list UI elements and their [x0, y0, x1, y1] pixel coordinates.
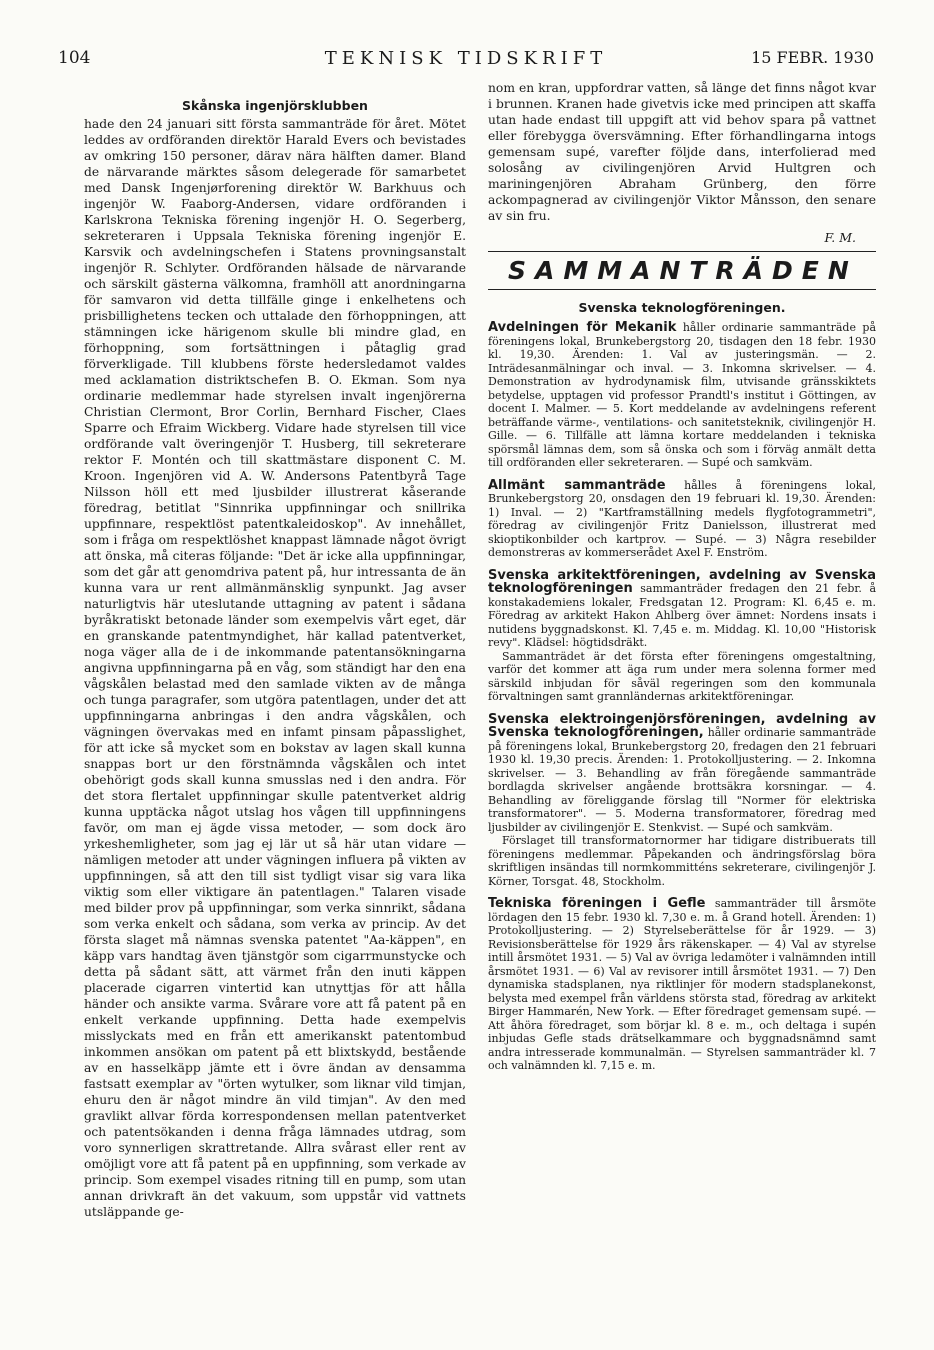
- notice-extra: Förslaget till transformatornormer har tidigare distribuerats till föreningens medlemmar. Påpekanden och ändringsförslag böra skriftligen insändas till normkommitténs sekreterare, civilingenjör J. Körner, Torsgat. 48, Stockholm.: [488, 834, 876, 888]
- right-column: [488, 80, 876, 1240]
- page-number: 104: [58, 48, 91, 68]
- notice-body: hålles å föreningens lokal, Brunkebergstorg 20, onsdagen den 19 februari kl. 19,30. Ärenden: 1) Inval. — 2) "Kartframställning medels flygfotogrammetri", föredrag av civilingenjör Fritz Danielsson, illustrerat med skioptikonbilder och kartprov. — Supé. — 3) Några resebilder demonstreras av kommerserådet Axel F. Enström.: [488, 478, 876, 559]
- notice-body: sammanträder till årsmöte lördagen den 15 febr. 1930 kl. 7,30 e. m. å Grand hotell. Ärenden: 1) Protokolljustering. — 2) Styrelseberättelse för år 1929. — 3) Revisionsberättelse för 1929 års räkenskaper. — 4) Val av styrelse intill årsmötet 1931. — 5) Val av övriga ledamöter i valnämnden intill årsmötet 1931. — 6) Val av revisorer intill årsmötet 1931. — 7) Den dynamiska stadsplanen, nya riktlinjer för modern stadsplanekonst, belysta med exempel från världens största stad, föredrag av arkitekt Birger Hammarén, New York. — Efter föredraget gemensam supé. — Att åhöra föredraget, som börjar kl. 8 e. m., och deltaga i supén inbjudas Gefle stads drätselkammare och byggnadsnämnd samt andra intresserade kommunalmän. — Styrelsen sammanträder kl. 7 och valnämnden kl. 7,15 e. m.: [488, 897, 876, 1072]
- left-column: [84, 98, 466, 1260]
- notice-body: håller ordinarie sammanträde på föreningens lokal, Brunkebergstorg 20, tisdagen den 18 febr. 1930 kl. 19,30. Ärenden: 1. Val av justeringsmän. — 2. Inträdesanmälningar och inval. — 3. Inkomna skrivelser. — 4. Demonstration av hydrodynamisk film, utvisande gränsskiktets betydelse, upptagen vid professor Prandtl's institut i Göttingen, av docent I. Malmer. — 5. Kort meddelande av avdelningens referent beträffande värme-, ventilations- och sanitetsteknik, civilingenjör H. Gille. — 6. Tillfälle att lämna kortare meddelanden i tekniska spörsmål lämnas dem, som så önska och som i förväg anmält detta till ordföranden eller sekreteraren. — Supé och samkväm.: [488, 321, 876, 469]
- notice-heading: Svenska elektroingenjörsföreningen, avdelning av Svenska teknologföreningen,: [488, 711, 876, 740]
- section-heading: Skånska ingenjörsklubben: [182, 98, 368, 113]
- section-banner: SAMMANTRÄDEN: [508, 256, 858, 285]
- bottom-rule: [488, 289, 876, 290]
- article-continuation: nom en kran, uppfordrar vatten, så länge det finns något kvar i brunnen. Kranen hade givetvis icke med principen att skaffa utan hade endast till uppgift att vid behov spara på vattnet eller förebygga översvämning. Efter förhandlingarna intogs gemensam supé, varefter följde dans, interfolierad med solosång av civilingenjören Arvid Hultgren och mariningenjören Abraham Grünberg, den förre ackompagnerad av civilingenjör Viktor Månsson, den senare av sin fru.: [488, 81, 876, 223]
- journal-title: TEKNISK TIDSKRIFT: [324, 48, 608, 69]
- article-body: hade den 24 januari sitt första sammanträde för året. Mötet leddes av ordföranden direktör Harald Evers och bevistades av omkring 150 personer, därav nära hälften damer. Bland de närvarande märktes såsom delegerade för samarbetet med Dansk Ingenjørforening direktör W. Barkhuus och ingenjör W. Faaborg-Andersen, vidare ordföranden i Karlskrona Tekniska förening ingenjör H. O. Segerberg, sekreteraren i Uppsala Tekniska förening ingenjör E. Karsvik och avdelningschefen i Statens provningsanstalt ingenjör R. Schlyter. Ordföranden hälsade de närvarande och särskilt gästerna välkomna, framhöll att anordningarna för samvaron vid detta tillfälle ginge i enkelhetens och prisbillighetens tecken och uttalade den förhoppningen, att stämningen icke härigenom skulle bli mindre glad, en förhoppning, som fortsättningen i påtaglig grad förverkligade. Till klubbens förste hedersledamot valdes med acklamation distriktschefen B. O. Ekman. Som nya ordinarie medlemmar hade styrelsen invalt ingenjörerna Christian Clermont, Bror Corlin, Bernhard Fischer, Claes Sparre och Efraim Wickberg. Vidare hade styrelsen till vice ordförande valt överingenjör T. Husberg, till sekreterare rektor F. Montén och till skattmästare disponent C. M. Kroon. Ingenjören vid A. W. Andersons Patentbyrå Tage Nilsson höll ett med ljusbilder illustrerat kåserande föredrag, betitlat "Sinnrika uppfinningar och snillrika uppfinnare, respektlöst patentkaleidoskop". Av innehållet, som i fråga om respektlöshet knappast lämnade något övrigt att önska, må citeras följande: "Det är icke alla uppfinningar, som det går att genomdriva patent på, hur intressanta de än kunna vara ur rent allmänmänsklig synpunkt. Jag avser naturligtvis här uteslutande uttagning av patent i sådana byråkratiskt betonade länder som exempelvis vårt eget, där en granskande patentmyndighet, här kallad patentverket, noga väger alla de i de inkommande patentansökningarna angivna uppfinningarna på en våg, som ständigt har den ena vågskålen belastad med den samlade vikten av de många och tunga paragrafer, som utgöra patentlagen, under det att uppfinningarna anbringas i den andra vågskålen, och vägningen övervakas med en infamt pinsam påpasslighet, för att icke så mycket som en bokstav av lagen skall kunna snappas bort ur den förstnämnda vågskålen och intet obehörigt gods skall kunna smusslas ned i den andra. För det stora flertalet uppfinningar skulle patentverket aldrig kunna upptäcka något utslag hos vågen till uppfinningens favör, om man ej ägde vissa metoder, — som dock äro yrkeshemligheter, som jag ej lär ut så här utan vidare — nämligen metoder att under vägningen influera på vikten av uppfinningen, så att den till sist tydligt visar sig vara lika viktig som eller viktigare än patentlagen." Talaren visade med bilder prov på uppfinningar, som verka sinnrikt, sådana som verka enkelt och sådana, som verka av princip. Av det första slaget må nämnas svenska patentet "Aa-käppen", en käpp vars handtag även tjänstgör som cigarrmunstycke och detta på sådant sätt, att värmet från den inuti käppen placerade cigarren vintertid kan utnyttjas för att hålla händer och ansikte varma. Svårare vore att få patent på en enkelt verkande uppfinning. Detta hade exempelvis misslyckats med en från ett amerikanskt patentombud inkommen ansökan om patent på ett blixtskydd, bestående av en hasselkäpp jämte ett i övre ändan av densamma fastsatt exemplar av "örten wytulker, som liknar vild timjan, ehuru den är något mindre än vild timjan". Av den med gravlikt allvar förda korrespondensen mellan patentverket och patentsökanden i denna fråga lämnades utdrag, som voro synnerligen skrattretande. Allra svårast eller rent av omöjligt vore att få patent på en uppfinning, som verkade av princip. Som exempel visades ritning till en pump, som utan annan drivkraft än det vakuum, som uppstår vid vattnets utsläppande ge-: [84, 117, 466, 1219]
- page-header: [58, 48, 874, 74]
- notice-heading: Svenska arkitektföreningen, avdelning av Svenska teknologföreningen: [488, 567, 876, 596]
- notice-body: sammanträder fredagen den 21 febr. å konstakademiens lokaler, Fredsgatan 12. Program: Kl. 6,45 e. m. Föredrag av arkitekt Hakon Ahlberg över ämnet: Nordens insats i nutidens byggnadskonst. Kl. 7,45 e. m. Middag. Kl. 10,00 "Historisk revy". Klädsel: högtidsdräkt.: [488, 582, 876, 649]
- notice-heading: Tekniska föreningen i Gefle: [488, 896, 706, 911]
- meeting-notice: [488, 569, 876, 704]
- notice-body: håller ordinarie sammanträde på föreningens lokal, Brunkebergstorg 20, fredagen den 21 februari 1930 kl. 19,30 precis. Ärenden: 1. Protokolljustering. — 2. Inkomna skrivelser. — 3. Behandling av från föregående sammanträde bordlagda skrivelser angående brottsäkra korsningar. — 4. Behandling av föreliggande förslag till "Normer för elektriska transformatorer". — 5. Moderna transformatorer, föredrag med ljusbilder av civilingenjör E. Stenkvist. — Supé och samkväm.: [488, 726, 876, 834]
- meeting-notice: [488, 321, 876, 470]
- notice-heading: Avdelningen för Mekanik: [488, 320, 677, 335]
- author-signature: F. M.: [824, 230, 856, 245]
- meeting-notice: [488, 479, 876, 560]
- issue-date: 15 FEBR. 1930: [751, 48, 874, 67]
- notice-extra: Sammanträdet är det första efter föreningens omgestaltning, varför det kommer att äga rum under mera solenna former med särskild inbjudan för såväl regeringen som den kommunala förvaltningen samt grannländernas arkitektföreningar.: [488, 649, 876, 703]
- meeting-notice: [488, 897, 876, 1073]
- top-rule: [488, 251, 876, 252]
- notice-heading: Allmänt sammanträde: [488, 477, 666, 493]
- meeting-notice: [488, 713, 876, 889]
- subheading: Svenska teknologföreningen.: [578, 300, 786, 315]
